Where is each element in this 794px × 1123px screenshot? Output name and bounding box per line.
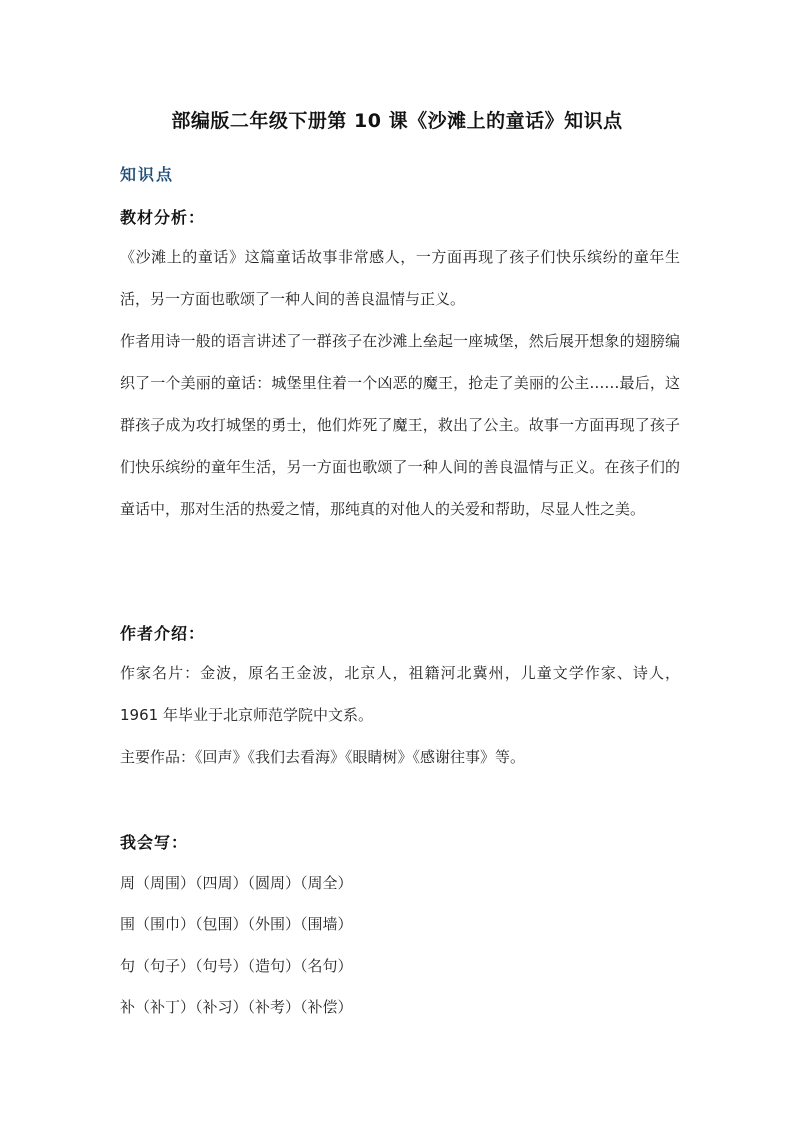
analysis-paragraph-1: 《沙滩上的童话》这篇童话故事非常感人，一方面再现了孩子们快乐缤纷的童年生活，另一方面也歌颂了一种人间的善良温情与正义。 (120, 248, 680, 308)
author-works: 主要作品：《回声》《我们去看海》《眼睛树》《感谢往事》等。 (120, 748, 526, 766)
writing-line: 周（周围）（四周）（圆周）（周全） (120, 874, 353, 892)
writing-line: 围（围巾）（包围）（外围）（围墙） (120, 915, 353, 933)
analysis-heading: 教材分析： (120, 208, 206, 227)
section-label: 知识点 (120, 165, 175, 184)
writing-line: 补（补丁）（补习）（补考）（补偿） (120, 998, 353, 1016)
writing-heading: 我会写： (120, 833, 189, 852)
analysis-paragraph-2: 作者用诗一般的语言讲述了一群孩子在沙滩上垒起一座城堡，然后展开想象的翅膀编织了一个美丽的童话：城堡里住着一个凶恶的魔王，抢走了美丽的公主……最后，这群孩子成为攻打城堡的勇士，他们炸死了魔王，救出了公主。故事一方面再现了孩子们快乐缤纷的童年生活，另一方面也歌颂了一种人间的善良温情与正义。在孩子们的童话中，那对生活的热爱之情，那纯真的对他人的关爱和帮助，尽显人性之美。 (120, 332, 680, 518)
author-heading: 作者介绍： (120, 624, 206, 643)
page-title: 部编版二年级下册第 10 课《沙滩上的童话》知识点 (171, 110, 623, 132)
writing-line: 句（句子）（句号）（造句）（名句） (120, 957, 353, 975)
author-bio: 作家名片：金波，原名王金波，北京人，祖籍河北冀州，儿童文学作家、诗人，1961 年毕业于北京师范学院中文系。 (120, 664, 680, 724)
